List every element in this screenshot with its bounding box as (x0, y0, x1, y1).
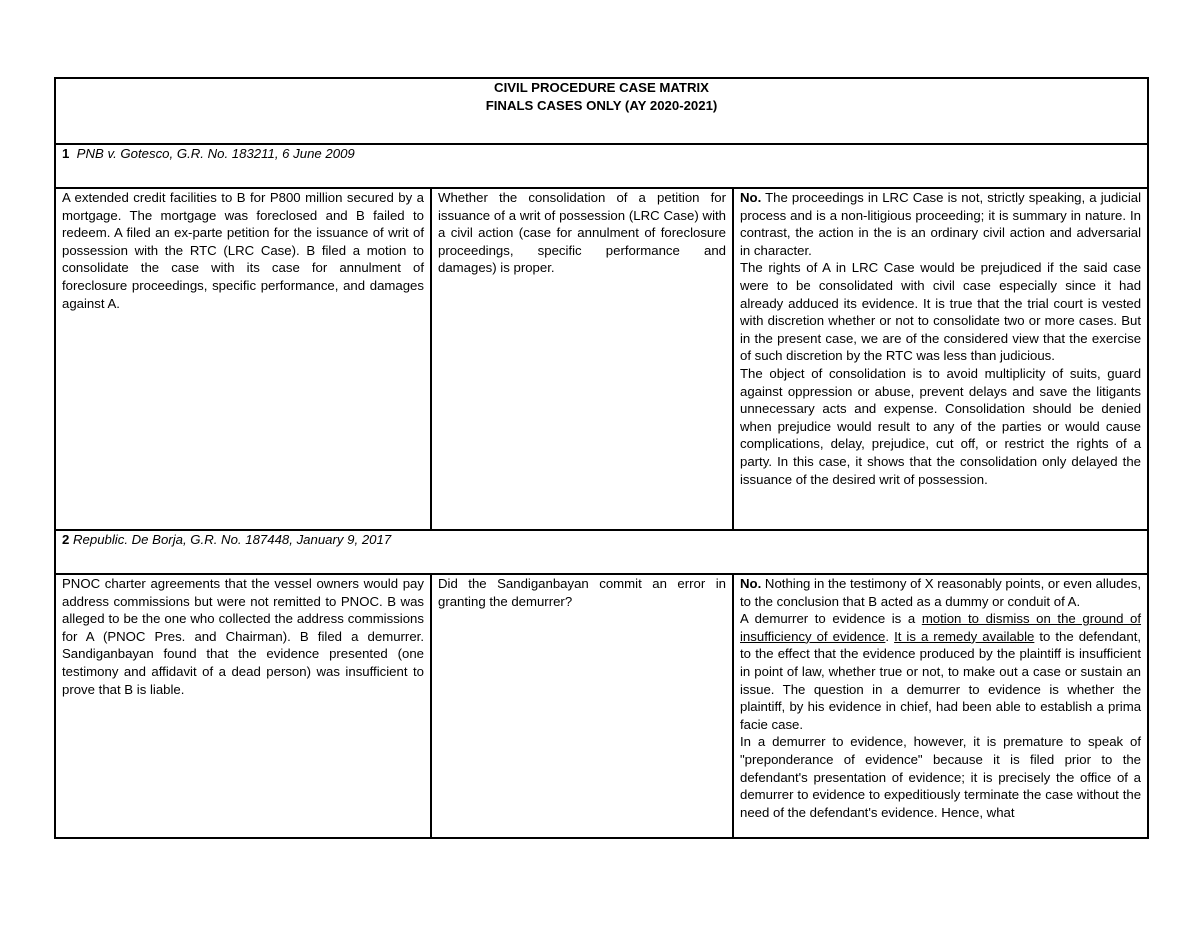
case-caption-cell (55, 144, 1148, 188)
case-ruling-cell (733, 574, 1148, 838)
ruling-underlined-text: motion to dismiss on the ground of insufficiency of evidence (740, 611, 1142, 644)
case-issue-cell (431, 574, 733, 838)
case-citation: Republic. De Borja, G.R. No. 187448, January 9, 2017 (69, 532, 392, 547)
ruling-underlined-text: It is a remedy available (894, 628, 1035, 644)
case-matrix-table (54, 77, 1149, 839)
matrix-header-cell (55, 78, 1148, 144)
case-ruling-cell (733, 188, 1148, 530)
case-caption-row (55, 530, 1148, 574)
document-title: CIVIL PROCEDURE CASE MATRIX (494, 80, 709, 95)
case-issue-text: Whether the consolidation of a petition for issuance of a writ of possession (LRC Case) with a civil action (case for annulment of foreclosure proceedings, specific performance and damages) is proper. (438, 190, 726, 276)
case-facts-text: PNOC charter agreements that the vessel owners would pay address commissions but were not remitted to PNOC. B was alleged to be the one who collected the address commissions for A (PNOC Pres. and Chairman). B filed a demurrer. Sandiganbayan found that the evidence presented (one testimony and affidavit of a dead person) was insufficient to prove that B is liable. (62, 576, 424, 697)
ruling-lead: No. (740, 576, 762, 591)
case-caption-cell (55, 530, 1148, 574)
case-number: 2 (62, 532, 70, 547)
ruling-text: Nothing in the testimony of X reasonably points, or even alludes, to the conclusion that B acted as a dummy or conduit of A. (740, 576, 1142, 609)
document-subtitle: FINALS CASES ONLY (AY 2020-2021) (485, 97, 718, 113)
case-caption-row (55, 144, 1148, 188)
case-detail-row (55, 188, 1148, 530)
ruling-paragraph (740, 575, 1141, 610)
ruling-text: . (885, 628, 895, 644)
ruling-paragraph: The object of consolidation is to avoid multiplicity of suits, guard against oppression or abuse, prevent delays and save the litigants unnecessary acts and expense. Consolidation should be denied when prejudice would result to any of the parties or would cause complications, delay, prejudice, cut off, or restrict the rights of a party. In this case, it shows that the consolidation only delayed the issuance of the desired writ of possession. (740, 365, 1142, 487)
ruling-paragraph (740, 189, 1141, 259)
ruling-lead: No. (740, 190, 762, 205)
ruling-paragraph: In a demurrer to evidence, however, it is premature to speak of "preponderance of evidence" because it is filed prior to the defendant's presentation of evidence; it is precisely the office of a demurrer to evidence to expeditiously terminate the case without the need of the defendant's evidence. Hence, what (740, 734, 1142, 820)
matrix-header-row (55, 78, 1148, 144)
case-detail-row (55, 574, 1148, 838)
case-facts-cell (55, 574, 431, 838)
ruling-paragraph (740, 610, 1141, 733)
case-facts-text: A extended credit facilities to B for P800 million secured by a mortgage. The mortgage was foreclosed and B failed to redeem. A filed an ex-parte petition for the issuance of writ of possession with the RTC (LRC Case). B filed a motion to consolidate the case with its case for annulment of foreclosure proceedings, specific performance, and damages against A. (62, 190, 424, 311)
ruling-text: The proceedings in LRC Case is not, strictly speaking, a judicial process and is a non-litigious proceeding; it is summary in nature. In contrast, the action in the is an ordinary civil action and adversarial in character. (740, 190, 1142, 258)
case-issue-text: Did the Sandiganbayan commit an error in granting the demurrer? (438, 576, 726, 609)
ruling-text: A demurrer to evidence is a (740, 611, 922, 627)
ruling-text: to the defendant, to the effect that the evidence produced by the plaintiff is insufficient in point of law, whether true or not, to make out a case or sustain an issue. The question in a demurrer to evidence is whether the plaintiff, by his evidence in chief, had been able to establish a prima facie case. (740, 628, 1142, 732)
ruling-paragraph: The rights of A in LRC Case would be prejudiced if the said case were to be consolidated with civil case especially since it had already adduced its evidence. It is true that the trial court is vested with discretion whether or not to consolidate two or more cases. But in the present case, we are of the considered view that the exercise of such discretion by the RTC was less than judicious. (740, 260, 1142, 364)
case-issue-cell (431, 188, 733, 530)
case-number: 1 (62, 146, 70, 161)
case-citation: PNB v. Gotesco, G.R. No. 183211, 6 June 2009 (76, 146, 355, 161)
case-facts-cell (55, 188, 431, 530)
